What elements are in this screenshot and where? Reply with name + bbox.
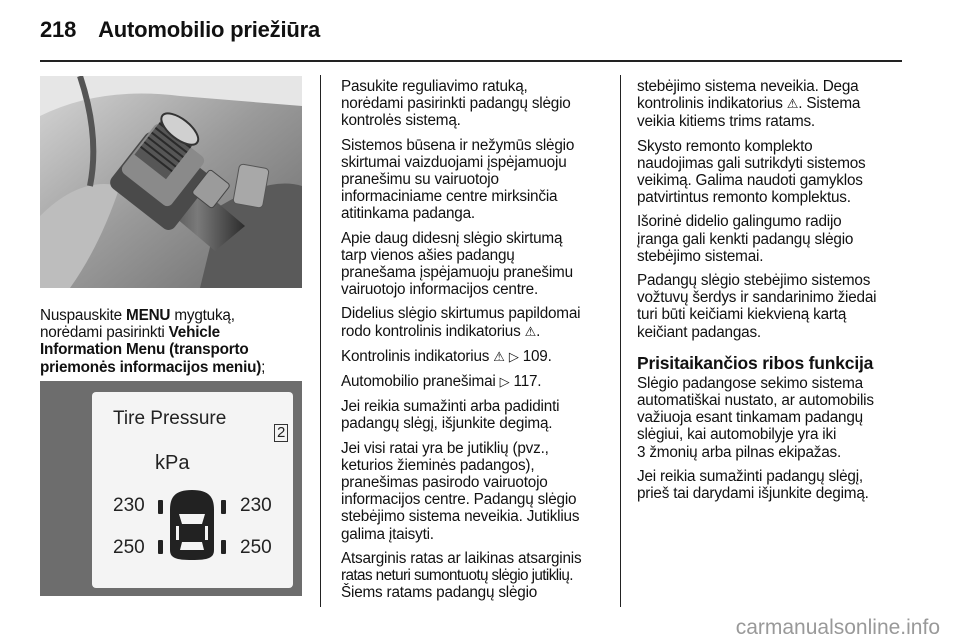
text-line: Atsarginis ratas ar laikinas atsarginis (341, 549, 582, 567)
text-line: skirtumai vaizduojami įspėjamuoju (341, 153, 567, 171)
text-line: automatiškai nustato, ar automobilis (637, 392, 874, 410)
text-line: informacijos centre. Padangų slėgio (341, 491, 577, 509)
column-divider-2 (620, 75, 621, 607)
paragraph (637, 138, 912, 207)
paragraph (341, 230, 616, 299)
page-number: 218 (40, 17, 77, 42)
page-badge: 2 (274, 424, 288, 442)
text-line: kontrolinis indikatorius (637, 95, 787, 113)
text-run: mygtuką, (170, 307, 235, 324)
text-line: stebėjimo sistema neveikia. Jutiklius (341, 508, 580, 526)
text-line: norėdami pasirinkti padangų slėgio (341, 95, 571, 113)
text-line: Jei reikia sumažinti padangų slėgį, (637, 467, 863, 485)
page-reference-icon: ▷ (508, 349, 519, 365)
paragraph (341, 137, 616, 223)
column-divider-1 (320, 75, 321, 607)
paragraph (341, 348, 616, 366)
text-line: vairuotojo informacijos centre. (341, 281, 538, 299)
display-title: Tire Pressure (113, 408, 227, 429)
paragraph: Didelius slėgio skirtumus papildomai rodo kontrolinis indikatorius ⚠. (341, 305, 581, 340)
text-line: 3 žmonių arba pilnas ekipažas. (637, 443, 842, 461)
text-line: Šiems ratams padangų slėgio (341, 584, 538, 602)
text-line: ratas neturi sumontuotų slėgio jutiklių. (341, 567, 573, 585)
text-line: patvirtintus remonto komplektus. (637, 189, 851, 207)
text-line: važiuoja esant tinkamam padangų (637, 409, 863, 427)
text-line: keičiant padangas. (637, 323, 761, 341)
text-run: norėdami pasirinkti (40, 324, 169, 342)
front-right-pressure: 230 (240, 495, 272, 516)
text-run: . Sistema (798, 95, 861, 113)
text-line: pranešama įspėjamuoju pranešimu (341, 264, 573, 282)
paragraph (341, 373, 616, 391)
column-2 (341, 78, 616, 608)
text-line: Sistemos būsena ir nežymūs slėgio (341, 136, 575, 154)
paragraph (637, 213, 912, 265)
paragraph (637, 78, 912, 131)
car-top-view-icon (152, 488, 232, 562)
text-line: naudojimas gali sutrikdyti sistemos (637, 154, 866, 172)
column-3 (637, 78, 912, 509)
tire-warning-icon: ⚠ (524, 324, 537, 340)
text-line: rodo kontrolinis indikatorius (341, 322, 525, 340)
paragraph (637, 272, 912, 341)
paragraph (637, 375, 912, 461)
text-line: turi būti keičiami kiekvieną kartą (637, 306, 847, 324)
front-left-pressure: 230 (113, 495, 145, 516)
turn-signal-stalk-illustration (40, 76, 302, 288)
text-line: Slėgio padangose sekimo sistema (637, 374, 863, 392)
text-line: Apie daug didesnį slėgio skirtumą (341, 229, 563, 247)
text-line: Padangų slėgio stebėjimo sistemos (637, 272, 871, 290)
text-line: Automobilio pranešimai (341, 373, 500, 391)
text-line: galima įtaisyti. (341, 525, 434, 543)
text-line: keturios žieminės padangos), (341, 456, 535, 474)
text-line: kontrolės sistemą. (341, 112, 461, 130)
header-rule (40, 60, 902, 62)
text-line: Jei reikia sumažinti arba padidinti (341, 398, 560, 416)
text-line: informaciniame centre mirksinčia (341, 188, 558, 206)
stalk-photo (40, 76, 302, 288)
paragraph (637, 468, 912, 502)
text-line: stebėjimo sistemai. (637, 247, 764, 265)
text-line: Kontrolinis indikatorius (341, 347, 494, 365)
tire-warning-icon: ⚠ (493, 349, 505, 365)
section-heading: Prisitaikančios ribos funkcija (637, 352, 874, 373)
text-line: veikia kitiems trims ratams. (637, 113, 815, 131)
page-reference: 117. (509, 373, 542, 391)
text-line: pranešimas pasirodo vairuotojo (341, 474, 548, 492)
unit-label: kPa (155, 452, 190, 474)
text-run: ; (261, 358, 266, 376)
rear-right-pressure: 250 (240, 537, 272, 558)
text-line: Didelius slėgio skirtumus papildomai (341, 305, 581, 323)
watermark: carmanualsonline.info (735, 616, 940, 639)
vehicle-label: Vehicle (168, 324, 220, 342)
text-line: slėgiui, kai automobilyje yra iki (637, 426, 837, 444)
paragraph (341, 550, 616, 602)
text-line: Išorinė didelio galingumo radijo (637, 213, 842, 231)
text-line: stebėjimo sistema neveikia. Dega (637, 78, 859, 95)
text-line: Skysto remonto komplekto (637, 137, 813, 155)
page-reference-icon: ▷ (499, 375, 510, 391)
tire-warning-icon: ⚠ (786, 97, 799, 113)
page-reference: 109. (518, 347, 552, 365)
rear-left-pressure: 250 (113, 537, 145, 558)
text-line: padangų slėgį, išjunkite degimą. (341, 415, 553, 433)
display-screen (92, 392, 293, 588)
menu-name-line: Information Menu (transporto (40, 341, 249, 359)
text-line: vožtuvų šerdys ir sandarinimo žiedai (637, 289, 877, 307)
text-line: Pasukite reguliavimo ratuką, (341, 78, 528, 95)
text-line: tarp vienos ašies padangų (341, 246, 515, 264)
menu-label: MENU (126, 307, 171, 324)
text-line: įranga gali kenkti padangų slėgio (637, 230, 854, 248)
menu-name-line: priemonės informacijos meniu) (40, 358, 262, 376)
paragraph (341, 398, 616, 432)
page-header (40, 10, 900, 50)
page-title: Automobilio priežiūra (98, 17, 321, 42)
text-line: atitinkama padanga. (341, 205, 475, 223)
text-run: Nuspauskite (40, 307, 127, 324)
paragraph (341, 78, 616, 130)
paragraph (341, 440, 616, 543)
tire-pressure-display (40, 381, 302, 596)
text-line: prieš tai darydami išjunkite degimą. (637, 485, 869, 503)
text-line: veikimą. Galima naudoti gamyklos (637, 172, 863, 190)
text-line: pranešimu su vairuotojo (341, 171, 499, 189)
menu-instruction (40, 307, 310, 376)
text-line: Jei visi ratai yra be jutiklių (pvz., (341, 439, 549, 457)
